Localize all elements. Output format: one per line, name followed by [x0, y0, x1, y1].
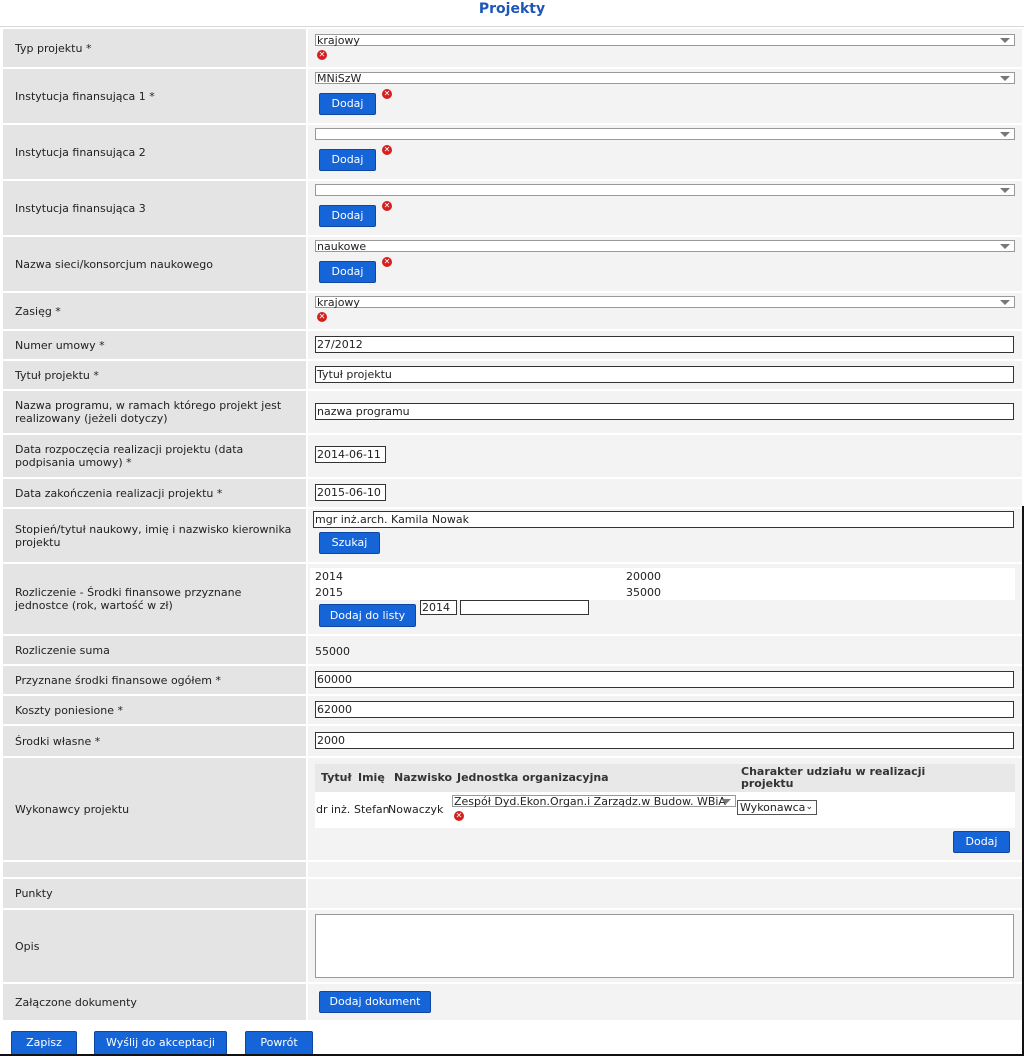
label-program: Nazwa programu, w ramach którego projekt jest realizowany (jeżeli dotyczy)	[3, 391, 306, 433]
row-zasieg	[0, 291, 1024, 329]
value-cell	[308, 696, 1022, 724]
value-cell	[308, 237, 1022, 291]
kierownik-input[interactable]: mgr inż.arch. Kamila Nowak	[313, 511, 1014, 528]
rozliczenie-list	[310, 568, 1015, 600]
add-document-button[interactable]: Dodaj dokument	[319, 991, 431, 1013]
select-value: MNiSzW	[317, 72, 362, 85]
charakter-select[interactable]	[737, 800, 817, 815]
add-instytucja-3-button[interactable]: Dodaj	[319, 205, 376, 227]
label-data-rozpoczecia: Data rozpoczęcia realizacji projektu (data podpisania umowy) *	[3, 435, 306, 477]
row-instytucja-2	[0, 123, 1024, 179]
label-kierownik: Stopień/tytuł naukowy, imię i nazwisko kierownika projektu	[3, 509, 306, 562]
add-wykonawca-button[interactable]: Dodaj	[953, 831, 1010, 853]
value-cell	[308, 758, 1022, 860]
row-numer-umowy	[0, 329, 1024, 359]
row-data-rozpoczecia	[0, 433, 1024, 477]
col-jednostka: Jednostka organizacyjna	[457, 771, 609, 784]
value-cell	[308, 181, 1022, 235]
row-opis	[0, 908, 1024, 982]
label-koszty: Koszty poniesione *	[3, 696, 306, 724]
add-instytucja-1-button[interactable]: Dodaj	[319, 93, 376, 115]
label-opis: Opis	[3, 910, 306, 982]
program-input[interactable]: nazwa programu	[315, 403, 1014, 420]
data-zakonczenia-input[interactable]: 2015-06-10	[315, 484, 386, 501]
dropdown-arrow-icon	[1000, 132, 1010, 137]
select-value: Wykonawca	[740, 801, 806, 814]
label-suma: Rozliczenie suma	[3, 636, 306, 664]
dropdown-arrow-icon	[1000, 244, 1010, 249]
dropdown-arrow-icon	[1000, 38, 1010, 43]
label-tytul: Tytuł projektu *	[3, 361, 306, 389]
rozliczenie-amount-input[interactable]	[460, 600, 589, 615]
row-instytucja-3	[0, 179, 1024, 235]
row-rozliczenie	[0, 562, 1024, 634]
col-tytul: Tytuł	[321, 771, 352, 784]
label-instytucja-1: Instytucja finansująca 1 *	[3, 69, 306, 123]
save-button[interactable]: Zapisz	[11, 1031, 77, 1055]
action-bar	[0, 1028, 1024, 1056]
row-punkty	[0, 877, 1024, 908]
jednostka-select[interactable]	[452, 795, 736, 807]
tytul-input[interactable]: Tytuł projektu	[315, 366, 1014, 383]
label-instytucja-2: Instytucja finansująca 2	[3, 125, 306, 179]
label-wykonawcy: Wykonawcy projektu	[3, 758, 306, 860]
przyznane-input[interactable]: 60000	[315, 671, 1014, 688]
value-cell	[308, 69, 1022, 123]
row-spacer	[0, 860, 1024, 877]
value-cell	[308, 479, 1022, 507]
label-rozliczenie: Rozliczenie - Środki finansowe przyznane jednostce (rok, wartość w zł)	[3, 564, 306, 634]
empty-label	[3, 862, 306, 877]
value-cell	[308, 435, 1022, 477]
row-program	[0, 389, 1024, 433]
siec-select[interactable]	[315, 240, 1015, 252]
row-suma	[0, 634, 1024, 664]
cell-imie: Stefan	[354, 803, 390, 816]
value-cell	[308, 293, 1022, 329]
label-dokumenty: Załączone dokumenty	[3, 984, 306, 1020]
value-cell	[308, 636, 1022, 664]
value-cell	[308, 862, 1022, 877]
opis-textarea[interactable]	[315, 914, 1014, 978]
instytucja-1-select[interactable]	[315, 72, 1015, 84]
col-imie: Imię	[358, 771, 385, 784]
row-instytucja-1	[0, 67, 1024, 123]
row-dokumenty	[0, 982, 1024, 1020]
remove-icon[interactable]: ✕	[383, 201, 391, 210]
value-cell	[308, 361, 1022, 389]
rozliczenie-year: 2015	[315, 586, 343, 599]
row-tytul	[0, 359, 1024, 389]
row-data-zakonczenia	[0, 477, 1024, 507]
value-cell	[308, 29, 1022, 67]
label-siec: Nazwa sieci/konsorcjum naukowego	[3, 237, 306, 291]
col-nazwisko: Nazwisko	[394, 771, 453, 784]
dropdown-arrow-icon	[1000, 188, 1010, 193]
col-charakter: Charakter udziału w realizacji projektu	[741, 765, 926, 790]
select-value: krajowy	[317, 34, 360, 47]
back-button[interactable]: Powrót	[245, 1031, 313, 1055]
srodki-wlasne-input[interactable]: 2000	[315, 732, 1014, 749]
rozliczenie-amount: 20000	[626, 570, 661, 583]
wykonawcy-table-header	[315, 764, 1015, 792]
label-srodki-wlasne: Środki własne *	[3, 726, 306, 756]
numer-umowy-input[interactable]: 27/2012	[315, 336, 1014, 353]
remove-icon[interactable]: ✕	[383, 89, 391, 98]
chevron-down-icon: ⌄	[805, 802, 813, 812]
cell-tytul: dr inż.	[316, 803, 351, 816]
row-wykonawcy	[0, 756, 1024, 860]
value-cell	[308, 910, 1022, 982]
dropdown-arrow-icon	[721, 799, 731, 804]
row-typ-projektu	[0, 27, 1024, 67]
data-rozpoczecia-input[interactable]: 2014-06-11	[315, 446, 386, 463]
dropdown-arrow-icon	[1000, 76, 1010, 81]
value-cell	[308, 509, 1022, 562]
value-cell	[308, 391, 1022, 433]
rozliczenie-year: 2014	[315, 570, 343, 583]
rozliczenie-year-input[interactable]: 2014	[420, 600, 457, 615]
add-to-list-button[interactable]: Dodaj do listy	[319, 604, 416, 627]
instytucja-3-select[interactable]	[315, 184, 1015, 196]
label-typ-projektu: Typ projektu *	[3, 29, 306, 67]
label-numer-umowy: Numer umowy *	[3, 331, 306, 359]
row-kierownik	[0, 507, 1024, 562]
remove-icon[interactable]: ✕	[318, 312, 326, 321]
dropdown-arrow-icon	[1000, 300, 1010, 305]
remove-icon[interactable]: ✕	[383, 257, 391, 266]
row-koszty	[0, 694, 1024, 724]
label-punkty: Punkty	[3, 879, 306, 908]
search-kierownik-button[interactable]: Szukaj	[319, 532, 380, 554]
row-siec	[0, 235, 1024, 291]
value-cell	[308, 984, 1022, 1020]
add-instytucja-2-button[interactable]: Dodaj	[319, 149, 376, 171]
value-cell	[308, 331, 1022, 359]
typ-projektu-select[interactable]	[315, 34, 1015, 46]
send-for-approval-button[interactable]: Wyślij do akceptacji	[94, 1031, 227, 1055]
cell-nazwisko: Nowaczyk	[388, 803, 444, 816]
value-cell	[308, 564, 1022, 634]
page-title: Projekty	[0, 0, 1024, 27]
suma-value: 55000	[315, 645, 350, 658]
value-cell	[308, 726, 1022, 756]
remove-icon[interactable]: ✕	[383, 145, 391, 154]
row-srodki-wlasne	[0, 724, 1024, 756]
table-row	[315, 792, 1015, 828]
label-przyznane: Przyznane środki finansowe ogółem *	[3, 666, 306, 694]
rozliczenie-amount: 35000	[626, 586, 661, 599]
select-value: krajowy	[317, 296, 360, 309]
label-data-zakonczenia: Data zakończenia realizacji projektu *	[3, 479, 306, 507]
remove-icon[interactable]: ✕	[318, 50, 326, 59]
label-zasieg: Zasięg *	[3, 293, 306, 329]
zasieg-select[interactable]	[315, 296, 1015, 308]
value-cell	[308, 879, 1022, 908]
label-instytucja-3: Instytucja finansująca 3	[3, 181, 306, 235]
row-przyznane	[0, 664, 1024, 694]
value-cell	[308, 125, 1022, 179]
select-value: Zespół Dyd.Ekon.Organ.i Zarządz.w Budow. WBiA	[454, 795, 726, 808]
select-value: naukowe	[317, 240, 367, 253]
remove-icon[interactable]: ✕	[455, 811, 463, 820]
instytucja-2-select[interactable]	[315, 128, 1015, 140]
koszty-input[interactable]: 62000	[315, 701, 1014, 718]
add-siec-button[interactable]: Dodaj	[319, 261, 376, 283]
value-cell	[308, 666, 1022, 694]
